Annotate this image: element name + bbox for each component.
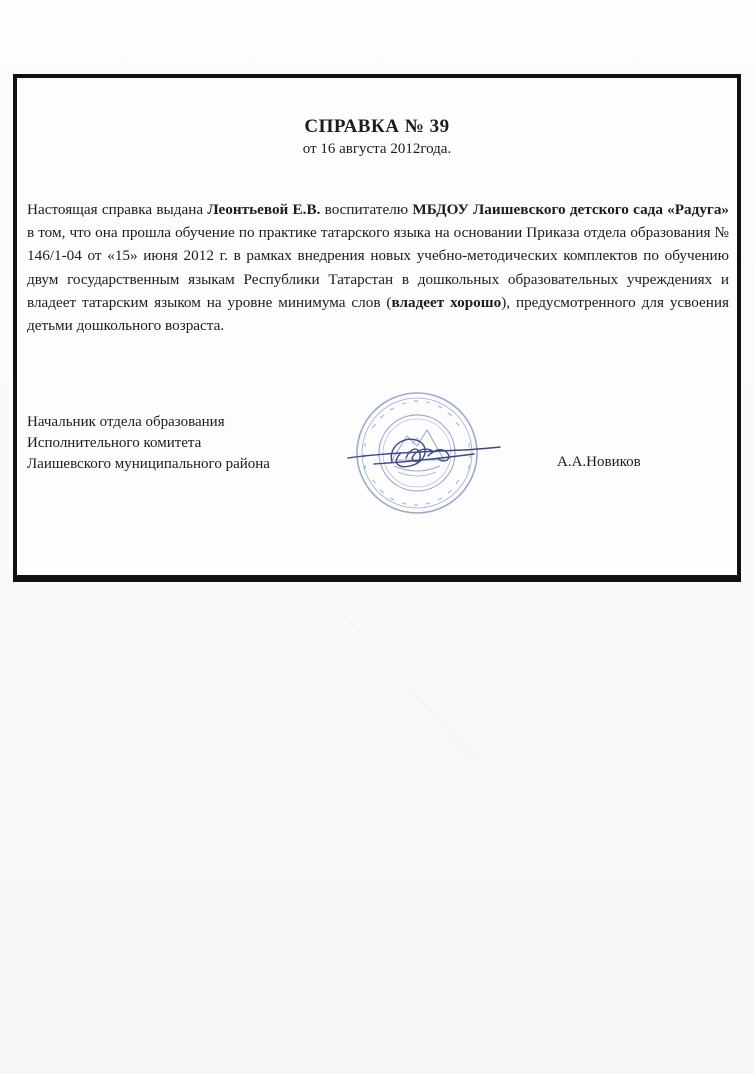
paper-crease (330, 600, 735, 760)
signer-name: А.А.Новиков (557, 454, 641, 470)
signatory-title-line-1: Начальник отдела образования (27, 414, 225, 430)
certificate-frame (13, 74, 741, 582)
body-text-2: воспитателю (320, 201, 413, 218)
language-level: владеет хорошо (391, 293, 502, 311)
body-text-1: Настоящая справка выдана (27, 201, 208, 218)
recipient-name: Леонтьевой Е.В. (207, 201, 321, 218)
signatory-title-block (27, 412, 270, 475)
handwritten-signature-icon (344, 428, 504, 478)
certificate-body (27, 198, 729, 337)
signatory-title-line-3: Лаишевского муниципального района (27, 456, 270, 472)
document-date: от 16 августа 2012года. (302, 141, 452, 157)
signatory-title-line-2: Исполнительного комитета (27, 435, 202, 451)
body-text-4: ), предусмотренного для усвоения детьми дошкольного возраста. (27, 293, 729, 335)
body-text-3: в том, что она прошла обучение по практике татарского языка на основании Приказа отдела образования № 146/1-04 от «15» июня 2012 г. в рамках внедрения новых учебно-методических комплектов по обучению двум государственным языкам Республики Татарстан в дошкольных образовательных учреждениях и владеет татарским языком на уровне минимума слов ( (27, 224, 729, 311)
document-title: СПРАВКА № 39 (304, 116, 450, 137)
organization-name: МБДОУ Лаишевского детского сада «Радуга» (412, 201, 730, 218)
